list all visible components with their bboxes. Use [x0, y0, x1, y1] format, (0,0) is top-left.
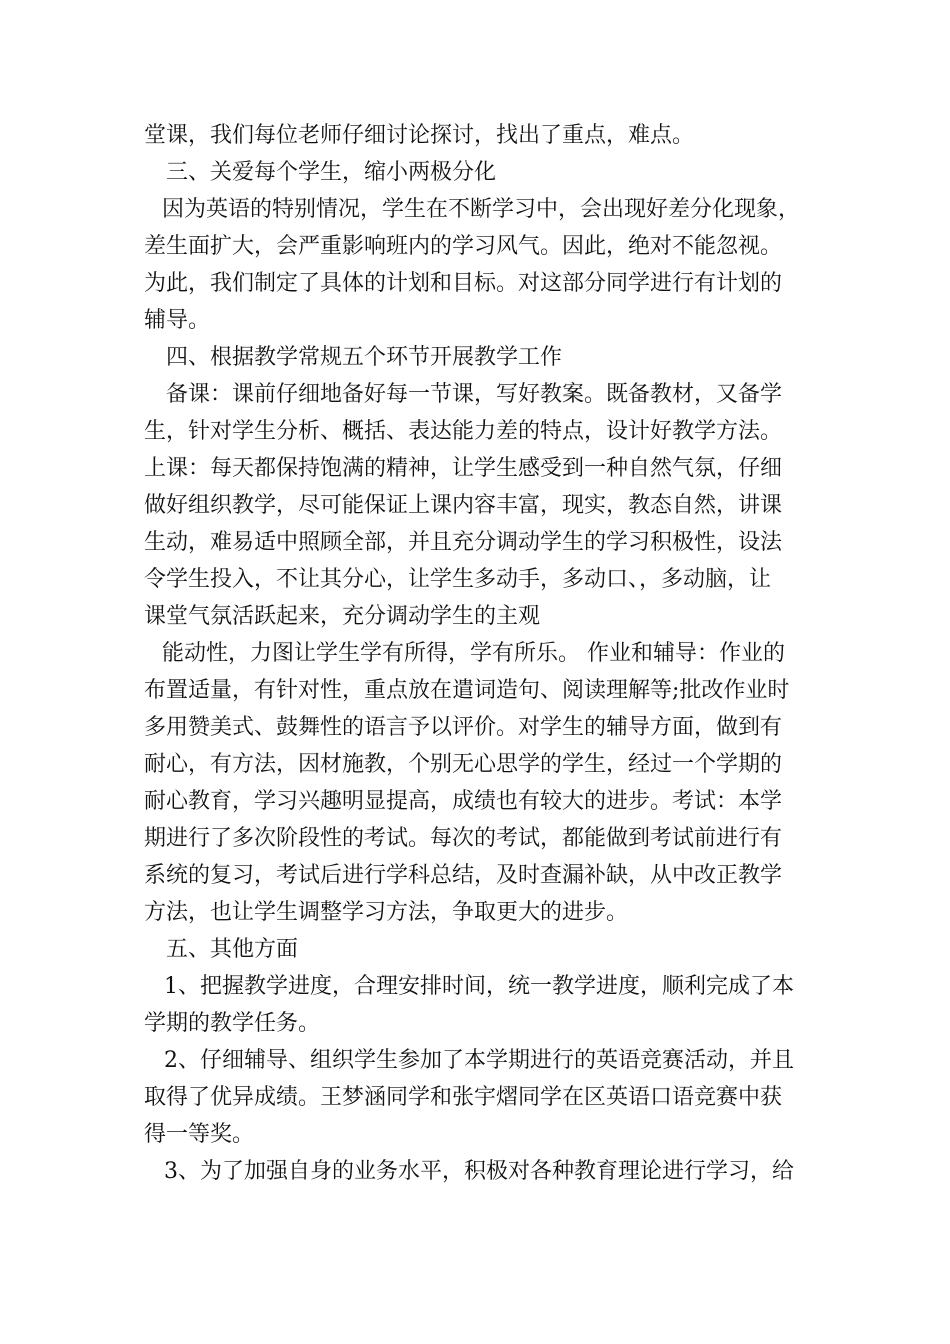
paragraph-line: 差生面扩大，会严重影响班内的学习风气。因此，绝对不能忽视。 [144, 234, 783, 259]
list-item: 1、把握教学进度，合理安排时间，统一教学进度，顺利完成了本 [164, 974, 794, 999]
paragraph-line: 生，针对学生分析、概括、表达能力差的特点，设计好教学方法。 [144, 419, 783, 444]
paragraph-line: 期进行了多次阶段性的考试。每次的考试，都能做到考试前进行有 [144, 826, 783, 851]
section-heading: 三、关爱每个学生，缩小两极分化 [166, 160, 497, 185]
paragraph-line: 备课：课前仔细地备好每一节课，写好教案。既备教材，又备学 [166, 382, 783, 407]
list-item: 2、仔细辅导、组织学生参加了本学期进行的英语竞赛活动，并且 [164, 1048, 794, 1073]
paragraph-line: 能动性，力图让学生学有所得，学有所乐。 作业和辅导：作业的 [162, 641, 785, 666]
paragraph-line: 布置适量，有针对性，重点放在遣词造句、阅读理解等;批改作业时 [144, 678, 790, 703]
paragraph-line: 令学生投入，不让其分心，让学生多动手，多动口、，多动脑，让 [144, 567, 772, 592]
paragraph-line: 取得了优异成绩。王梦涵同学和张宇熠同学在区英语口语竞赛中获 [144, 1085, 783, 1110]
paragraph-line: 上课：每天都保持饱满的精神，让学生感受到一种自然气氛，仔细 [144, 456, 783, 481]
paragraph-line: 耐心，有方法，因材施教，个别无心思学的学生，经过一个学期的 [144, 752, 783, 777]
paragraph-line: 多用赞美式、鼓舞性的语言予以评价。对学生的辅导方面，做到有 [144, 715, 783, 740]
paragraph-line: 学期的教学任务。 [144, 1011, 321, 1036]
paragraph-line: 课堂气氛活跃起来，充分调动学生的主观 [144, 604, 541, 629]
section-heading: 四、根据教学常规五个环节开展教学工作 [166, 345, 563, 370]
paragraph-line: 堂课，我们每位老师仔细讨论探讨，找出了重点，难点。 [144, 123, 695, 148]
paragraph-line: 耐心教育，学习兴趣明显提高，成绩也有较大的进步。考试：本学 [144, 789, 783, 814]
list-item: 3、为了加强自身的业务水平，积极对各种教育理论进行学习，给 [164, 1159, 794, 1184]
paragraph-line: 得一等奖。 [144, 1122, 255, 1147]
section-heading: 五、其他方面 [166, 937, 299, 962]
paragraph-line: 生动，难易适中照顾全部，并且充分调动学生的学习积极性，设法 [144, 530, 783, 555]
paragraph-line: 辅导。 [144, 308, 211, 333]
document-body [144, 117, 814, 1190]
paragraph-line: 系统的复习，考试后进行学科总结，及时查漏补缺，从中改正教学 [144, 863, 783, 888]
paragraph-line: 为此，我们制定了具体的计划和目标。对这部分同学进行有计划的 [144, 271, 783, 296]
paragraph-line: 方法，也让学生调整学习方法，争取更大的进步。 [144, 900, 629, 925]
paragraph-line: 做好组织教学，尽可能保证上课内容丰富，现实，教态自然，讲课 [144, 493, 783, 518]
paragraph-line: 因为英语的特别情况，学生在不断学习中，会出现好差分化现象， [162, 197, 801, 222]
